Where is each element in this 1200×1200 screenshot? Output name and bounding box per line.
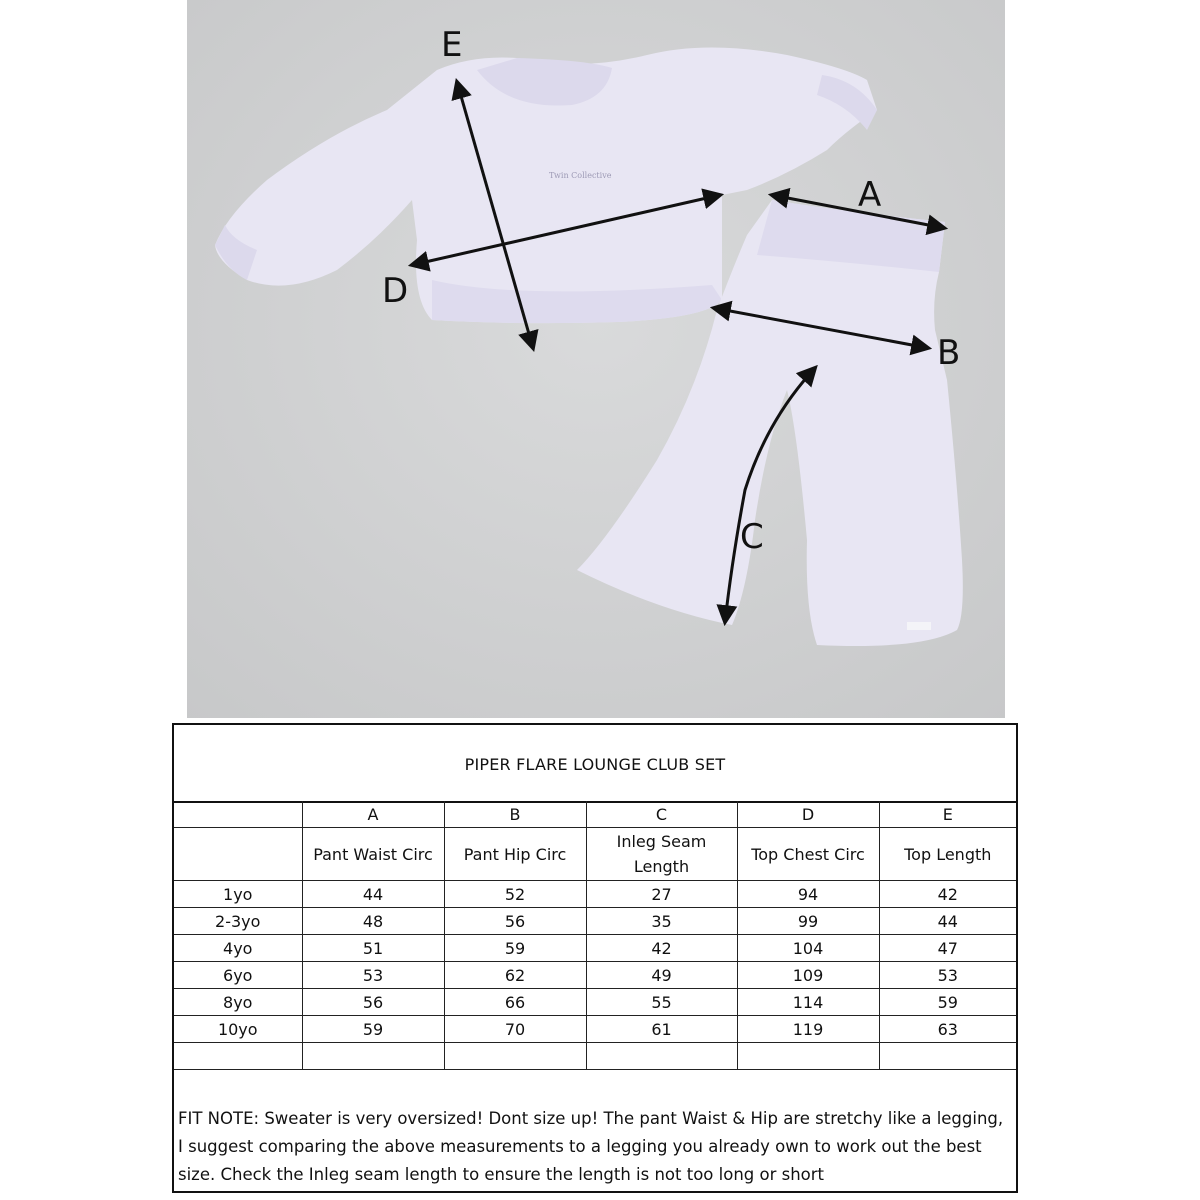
column-letter: C — [586, 801, 737, 828]
fit-note: FIT NOTE: Sweater is very oversized! Dont size up! The pant Waist & Hip are stretchy like a legging, I suggest comparing the above measurements to a legging you already own to work out the best size. Check the Inleg seam length to ensure the length is not too long or short — [178, 1109, 1004, 1184]
column-header: Top Length — [879, 828, 1016, 881]
table-cell: 44 — [302, 881, 444, 908]
table-cell: 56 — [444, 908, 586, 935]
table-cell: 119 — [737, 1016, 879, 1043]
table-cell: 59 — [302, 1016, 444, 1043]
table-cell: 47 — [879, 935, 1016, 962]
table-row — [174, 935, 1016, 962]
table-cell: 56 — [302, 989, 444, 1016]
label-d: D — [382, 271, 409, 311]
table-cell: 59 — [879, 989, 1016, 1016]
table-cell: 42 — [879, 881, 1016, 908]
size-table — [174, 801, 1016, 1070]
table-row — [174, 1016, 1016, 1043]
size-label: 1yo — [174, 881, 302, 908]
product-photo — [187, 0, 1005, 718]
table-cell: 114 — [737, 989, 879, 1016]
table-cell: 53 — [302, 962, 444, 989]
table-row — [174, 908, 1016, 935]
table-cell: 104 — [737, 935, 879, 962]
table-cell: 59 — [444, 935, 586, 962]
size-label: 6yo — [174, 962, 302, 989]
column-header: Inleg Seam Length — [586, 828, 737, 881]
column-header-row — [174, 828, 1016, 881]
table-cell: 49 — [586, 962, 737, 989]
table-cell: 53 — [879, 962, 1016, 989]
column-letter: B — [444, 801, 586, 828]
table-cell: 61 — [586, 1016, 737, 1043]
label-e: E — [441, 25, 463, 65]
table-cell: 44 — [879, 908, 1016, 935]
table-row — [174, 989, 1016, 1016]
column-letter-row — [174, 801, 1016, 828]
column-header: Pant Waist Circ — [302, 828, 444, 881]
table-cell: 52 — [444, 881, 586, 908]
label-c: C — [740, 517, 764, 557]
table-cell: 55 — [586, 989, 737, 1016]
table-cell: 66 — [444, 989, 586, 1016]
size-chart — [172, 723, 1018, 1193]
table-cell: 109 — [737, 962, 879, 989]
table-cell: 51 — [302, 935, 444, 962]
column-letter: D — [737, 801, 879, 828]
label-a: A — [858, 175, 882, 215]
column-letter: A — [302, 801, 444, 828]
table-cell: 63 — [879, 1016, 1016, 1043]
table-cell: 35 — [586, 908, 737, 935]
table-cell: 70 — [444, 1016, 586, 1043]
column-letter: E — [879, 801, 1016, 828]
table-cell: 99 — [737, 908, 879, 935]
corner-cell — [174, 801, 302, 828]
empty-row — [174, 1043, 1016, 1070]
table-cell: 62 — [444, 962, 586, 989]
pants-tag — [907, 622, 931, 630]
size-chart-title: PIPER FLARE LOUNGE CLUB SET — [174, 725, 1016, 803]
size-label: 4yo — [174, 935, 302, 962]
corner-cell — [174, 828, 302, 881]
column-header: Pant Hip Circ — [444, 828, 586, 881]
size-label: 8yo — [174, 989, 302, 1016]
table-cell: 48 — [302, 908, 444, 935]
size-label: 10yo — [174, 1016, 302, 1043]
table-cell: 27 — [586, 881, 737, 908]
table-row — [174, 881, 1016, 908]
table-cell: 42 — [586, 935, 737, 962]
column-header: Top Chest Circ — [737, 828, 879, 881]
label-b: B — [937, 333, 961, 373]
table-row — [174, 962, 1016, 989]
table-cell: 94 — [737, 881, 879, 908]
sweater-logo: Twin Collective — [549, 171, 612, 180]
size-label: 2-3yo — [174, 908, 302, 935]
